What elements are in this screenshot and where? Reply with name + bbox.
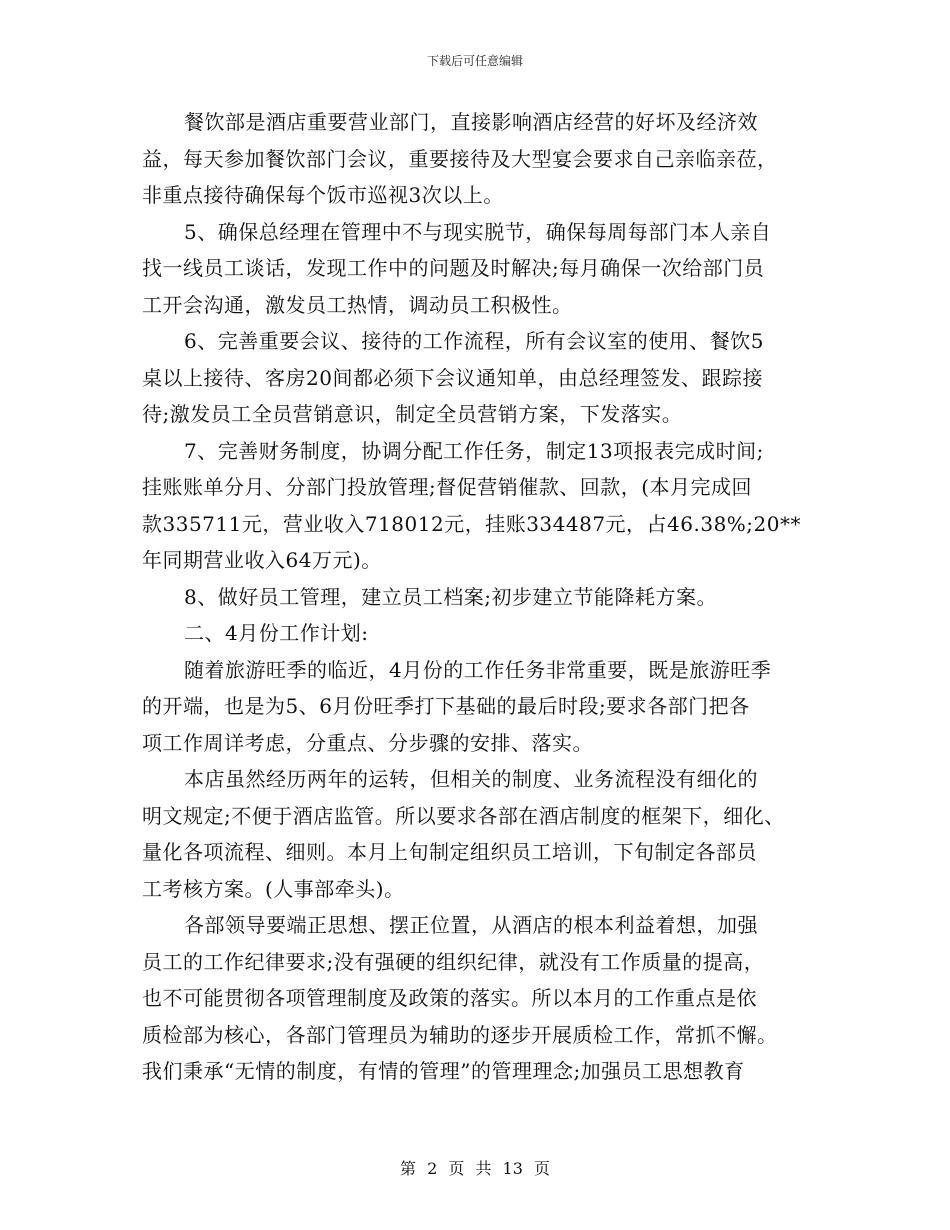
paragraph	[142, 579, 822, 616]
text-line: 5、确保总经理在管理中不与现实脱节，确保每周每部门本人亲自	[184, 219, 772, 244]
text-line: 员工的工作纪律要求;没有强硬的组织纪律，就没有工作质量的提高，	[142, 949, 765, 974]
page-header: 下载后可任意编辑	[426, 54, 523, 68]
text-line: 工考核方案。(人事部牵头)。	[142, 876, 405, 901]
text-line: 工开会沟通，激发员工热情，调动员工积极性。	[142, 292, 573, 317]
paragraph	[142, 907, 822, 1090]
page-number-footer: 第 2 页 共 13 页	[400, 1159, 550, 1178]
text-line: 二、4月份工作计划:	[184, 621, 369, 645]
paragraph	[142, 104, 822, 214]
text-line: 量化各项流程、细则。本月上旬制定组织员工培训，下旬制定各部员	[142, 840, 757, 864]
text-line: 挂账账单分月、分部门投放管理;督促营销催款、回款，(本月完成回	[142, 475, 753, 499]
text-line: 项工作周详考虑，分重点、分步骤的安排、落实。	[142, 730, 593, 755]
text-line: 非重点接待确保每个饭市巡视3次以上。	[142, 183, 504, 207]
text-line: 7、完善财务制度，协调分配工作任务，制定13项报表完成时间;	[184, 438, 764, 463]
text-line: 餐饮部是酒店重要营业部门，直接影响酒店经营的好坏及经济效	[184, 110, 758, 134]
text-line: 6、完善重要会议、接待的工作流程，所有会议室的使用、餐饮5	[184, 329, 764, 353]
text-line: 本店虽然经历两年的运转，但相关的制度、业务流程没有细化的	[184, 767, 758, 791]
text-line: 各部领导要端正思想、摆正位置，从酒店的根本利益着想，加强	[184, 913, 758, 937]
paragraph	[142, 652, 822, 762]
text-line: 我们秉承“无情的制度，有情的管理”的管理理念;加强员工思想教育	[142, 1059, 745, 1083]
text-line: 8、做好员工管理，建立员工档案;初步建立节能降耗方案。	[184, 584, 717, 609]
document-body	[142, 104, 822, 1090]
text-line: 桌以上接待、客房20间都必须下会议通知单，由总经理签发、跟踪接	[142, 365, 763, 390]
paragraph	[142, 761, 822, 907]
text-line: 也不可能贯彻各项管理制度及政策的落实。所以本月的工作重点是依	[142, 986, 757, 1010]
text-line: 找一线员工谈话，发现工作中的问题及时解决;每月确保一次给部门员	[142, 256, 765, 280]
text-line: 待;激发员工全员营销意识，制定全员营销方案，下发落实。	[142, 402, 683, 426]
paragraph	[142, 323, 822, 433]
text-line: 随着旅游旺季的临近，4月份的工作任务非常重要，既是旅游旺季	[184, 657, 772, 682]
text-line: 益，每天参加餐饮部门会议，重要接待及大型宴会要求自己亲临亲莅，	[142, 146, 778, 171]
text-line: 的开端，也是为5、6月份旺季打下基础的最后时段;要求各部门把各	[142, 694, 750, 718]
section-heading	[142, 615, 822, 652]
text-line: 款335711元，营业收入718012元，挂账334487元，占46.38%;20**	[142, 511, 801, 536]
text-line: 质检部为核心，各部门管理员为辅助的逐步开展质检工作，常抓不懈。	[142, 1022, 778, 1047]
paragraph	[142, 433, 822, 579]
text-line: 年同期营业收入64万元)。	[142, 548, 382, 572]
paragraph	[142, 214, 822, 324]
text-line: 明文规定;不便于酒店监管。所以要求各部在酒店制度的框架下，细化、	[142, 803, 785, 828]
